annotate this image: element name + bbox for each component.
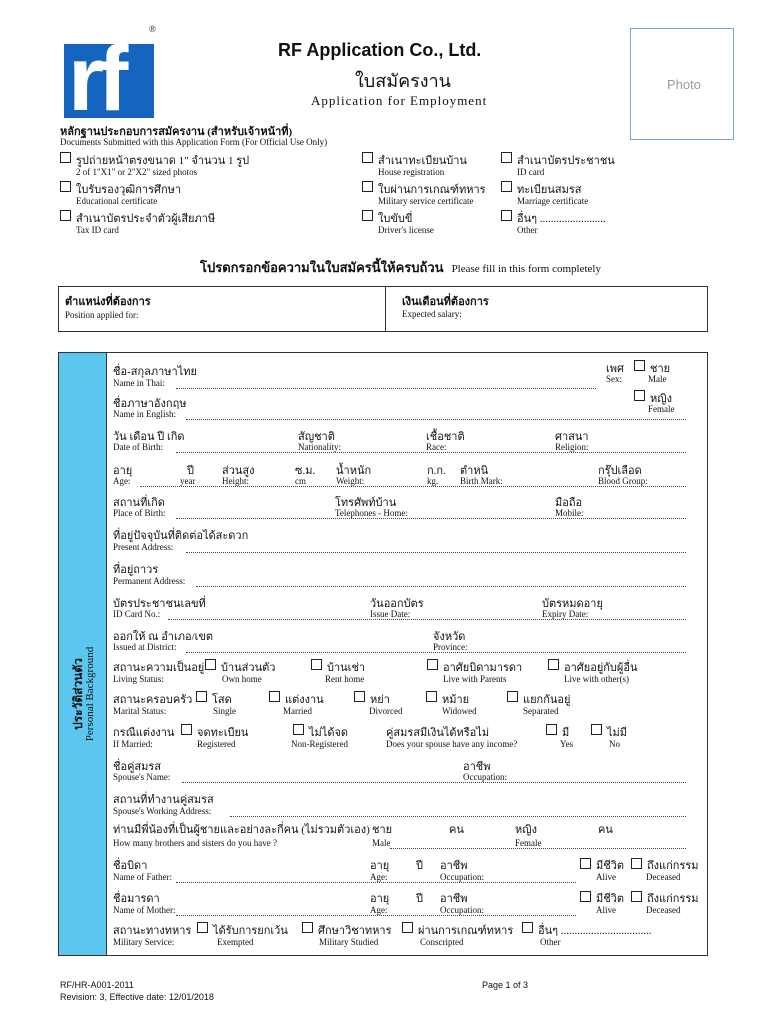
military-conscripted-label: ผ่านการเกณฑ์ทหาร — [418, 925, 514, 937]
married-registered-label-en: Registered — [197, 739, 236, 749]
name-english-input[interactable] — [186, 419, 686, 420]
marital-single-label: โสด — [212, 694, 232, 706]
marital-widowed-checkbox[interactable] — [426, 691, 437, 702]
mother-occupation-label-en: Occupation: — [440, 905, 484, 915]
siblings-female-label: หญิง — [515, 824, 537, 836]
name-thai-input[interactable] — [176, 388, 596, 389]
doc-edu-label: ใบรับรองวุฒิการศึกษา — [76, 184, 182, 196]
doc-marriage-sublabel: Marriage certificate — [517, 196, 589, 206]
doc-marriage-label: ทะเบียนสมรส — [517, 184, 582, 196]
age-unit: ปี — [187, 465, 194, 477]
logo-text: rf — [68, 28, 123, 120]
spouse-work-label-en: Spouse's Working Address: — [113, 806, 212, 816]
page-number: Page 1 of 3 — [482, 980, 529, 990]
mother-alive-label-en: Alive — [596, 905, 616, 915]
mother-name-label: ชื่อมารดา — [113, 893, 160, 905]
doc-tax-checkbox[interactable] — [60, 210, 71, 221]
father-alive-label: มีชีวิต — [596, 860, 625, 872]
province-label-en: Province: — [433, 642, 468, 652]
siblings-input[interactable] — [390, 848, 686, 849]
side-label-english: Personal Background — [84, 646, 96, 742]
mother-input[interactable] — [176, 915, 576, 916]
income-no-checkbox[interactable] — [591, 724, 602, 735]
height-label-en: Height: — [222, 476, 249, 486]
living-parents-label-en: Live with Parents — [443, 674, 507, 684]
if-married-label: กรณีแต่งงาน — [113, 727, 175, 739]
father-alive-checkbox[interactable] — [580, 858, 591, 869]
height-label: ส่วนสูง — [222, 465, 255, 477]
side-label — [59, 640, 106, 750]
married-nonreg-label: ไม่ได้จด — [309, 727, 349, 739]
father-deceased-label-en: Deceased — [646, 872, 681, 882]
military-other-checkbox[interactable] — [522, 922, 533, 933]
expiry-date-label-en: Expiry Date: — [542, 609, 589, 619]
married-nonreg-checkbox[interactable] — [293, 724, 304, 735]
weight-label: น้ำหนัก — [336, 465, 372, 477]
issued-district-label: ออกให้ ณ อำเภอ/เขต — [113, 631, 214, 643]
salary-label-english: Expected salary: — [402, 309, 462, 319]
military-conscripted-checkbox[interactable] — [402, 922, 413, 933]
income-yes-label: มี — [562, 727, 570, 739]
doc-license-sublabel: Driver's license — [378, 225, 434, 235]
birthplace-label: สถานที่เกิด — [113, 497, 165, 509]
marital-married-label: แต่งงาน — [285, 694, 324, 706]
official-title-thai: หลักฐานประกอบการสมัครงาน (สำหรับเจ้าหน้าที่) — [60, 126, 293, 138]
dob-label: วัน เดือน ปี เกิด — [113, 431, 185, 443]
doc-edu-checkbox[interactable] — [60, 181, 71, 192]
doc-other-sublabel: Other — [517, 225, 538, 235]
blood-label: กรุ๊ปเลือด — [598, 465, 642, 477]
doc-house-checkbox[interactable] — [362, 152, 373, 163]
issue-date-label: วันออกบัตร — [370, 598, 424, 610]
doc-idcard-sublabel: ID card — [517, 167, 545, 177]
instruction-english: Please fill in this form completely — [451, 263, 601, 275]
marital-separated-label: แยกกันอยู่ — [523, 694, 571, 706]
living-status-label-en: Living Status: — [113, 674, 164, 684]
religion-label-en: Religion: — [555, 442, 589, 452]
income-no-label: ไม่มี — [607, 727, 628, 739]
military-label-en: Military Service: — [113, 937, 175, 947]
living-rent-label: บ้านเช่า — [327, 662, 366, 674]
father-occupation-label-en: Occupation: — [440, 872, 484, 882]
spouse-occupation-label: อาชีพ — [463, 761, 491, 773]
father-deceased-checkbox[interactable] — [631, 858, 642, 869]
if-married-label-en: If Married: — [113, 739, 153, 749]
name-english-label-en: Name in English: — [113, 409, 176, 419]
sex-label: เพศ — [606, 363, 624, 375]
military-other-label-en: Other — [540, 937, 561, 947]
marital-divorced-checkbox[interactable] — [354, 691, 365, 702]
doc-military-sublabel: Military service certificate — [378, 196, 474, 206]
military-other-label: อื่นๆ ................................. — [538, 925, 652, 937]
military-exempted-checkbox[interactable] — [197, 922, 208, 933]
military-label: สถานะทางทหาร — [113, 925, 192, 937]
doc-photo-checkbox[interactable] — [60, 152, 71, 163]
photo-box[interactable] — [630, 28, 734, 140]
spouse-name-label: ชื่อคู่สมรส — [113, 761, 162, 773]
mother-age-label: อายุ — [370, 893, 390, 905]
name-english-label: ชื่อภาษาอังกฤษ — [113, 398, 187, 410]
weight-unit: ก.ก. — [427, 465, 446, 477]
mother-deceased-label-en: Deceased — [646, 905, 681, 915]
permanent-address-input[interactable] — [196, 586, 686, 587]
living-other-label-en: Live with other(s) — [564, 674, 629, 684]
marital-status-label-en: Marital Status: — [113, 706, 167, 716]
company-name: RF Application Co., Ltd. — [278, 40, 482, 60]
military-studied-label-en: Military Studied — [319, 937, 379, 947]
doc-photo-label: รูปถ่ายหน้าตรงขนาด 1" จำนวน 1 รูป — [76, 155, 250, 167]
nationality-label-en: Nationality: — [298, 442, 341, 452]
married-registered-label: จดทะเบียน — [197, 727, 249, 739]
weight-label-en: Weight: — [336, 476, 365, 486]
sex-male-checkbox[interactable] — [634, 360, 645, 371]
spouse-income-label: คู่สมรสมีเงินได้หรือไม่ — [386, 727, 490, 739]
position-label-english: Position applied for: — [65, 310, 139, 320]
spouse-occupation-label-en: Occupation: — [463, 772, 507, 782]
marital-married-checkbox[interactable] — [269, 691, 280, 702]
id-card-label: บัตรประชาชนเลขที่ — [113, 598, 206, 610]
name-thai-label-en: Name in Thai: — [113, 378, 165, 388]
expiry-date-label: บัตรหมดอายุ — [542, 598, 603, 610]
title-thai: ใบสมัครงาน — [355, 71, 451, 91]
present-address-input[interactable] — [186, 552, 686, 553]
dob-row-input[interactable] — [176, 452, 686, 453]
doc-photo-sublabel: 2 of 1"X1" or 2"X2" sized photos — [76, 167, 198, 177]
instruction — [200, 257, 601, 278]
spouse-name-input[interactable] — [182, 782, 686, 783]
present-address-label: ที่อยู่ปัจจุบันที่ติดต่อได้สะดวก — [113, 530, 249, 542]
id-card-label-en: ID Card No.: — [113, 609, 161, 619]
doc-idcard-checkbox[interactable] — [501, 152, 512, 163]
sex-female-label-en: Female — [648, 404, 675, 414]
living-other-label: อาศัยอยู่กับผู้อื่น — [564, 662, 638, 674]
doc-license-label: ใบขับขี่ — [378, 213, 413, 225]
doc-house-label: สำเนาทะเบียนบ้าน — [378, 155, 467, 167]
mother-alive-checkbox[interactable] — [580, 891, 591, 902]
father-age-label: อายุ — [370, 860, 390, 872]
issued-district-label-en: Issued at District: — [113, 642, 177, 652]
living-rent-checkbox[interactable] — [311, 659, 322, 670]
doc-tax-label: สำเนาบัตรประจำตัวผู้เสียภาษี — [76, 213, 216, 225]
doc-house-sublabel: House registration — [378, 167, 445, 177]
father-name-label-en: Name of Father: — [113, 872, 172, 882]
nationality-label: สัญชาติ — [298, 431, 335, 443]
race-label-en: Race: — [426, 442, 447, 452]
marital-single-checkbox[interactable] — [196, 691, 207, 702]
title-english: Application for Employment — [311, 93, 488, 108]
doc-other-label: อื่นๆ ........................ — [517, 213, 606, 225]
doc-license-checkbox[interactable] — [362, 210, 373, 221]
marital-married-label-en: Married — [283, 706, 312, 716]
name-thai-label: ชื่อ-สกุลภาษาไทย — [113, 366, 197, 378]
position-salary-box — [58, 286, 708, 332]
living-rent-label-en: Rent home — [325, 674, 365, 684]
spouse-work-input[interactable] — [230, 816, 686, 817]
photo-label: Photo — [667, 77, 701, 92]
siblings-female-label-en: Female — [515, 838, 542, 848]
marital-widowed-label-en: Widowed — [442, 706, 477, 716]
doc-military-label: ใบผ่านการเกณฑ์ทหาร — [378, 184, 486, 196]
doc-other-checkbox[interactable] — [501, 210, 512, 221]
age-label: อายุ — [113, 465, 133, 477]
permanent-address-label: ที่อยู่ถาวร — [113, 564, 159, 576]
birthplace-label-en: Place of Birth: — [113, 508, 166, 518]
siblings-label-en: How many brothers and sisters do you have ? — [113, 838, 277, 848]
marital-separated-label-en: Separated — [523, 706, 559, 716]
salary-label-thai: เงินเดือนที่ต้องการ — [402, 296, 489, 308]
father-deceased-label: ถึงแก่กรรม — [647, 860, 699, 872]
mother-deceased-checkbox[interactable] — [631, 891, 642, 902]
living-parents-label: อาศัยบิดามารดา — [443, 662, 523, 674]
race-label: เชื้อชาติ — [426, 431, 465, 443]
age-label-en: Age: — [113, 476, 131, 486]
side-label-thai: ประวัติส่วนตัว — [71, 658, 85, 730]
military-exempted-label-en: Exempted — [217, 937, 254, 947]
birthmark-label: ตำหนิ — [460, 465, 489, 477]
father-age-unit: ปี — [416, 860, 423, 872]
position-label-thai: ตำแหน่งที่ต้องการ — [65, 296, 151, 308]
sex-female-label: หญิง — [650, 393, 672, 405]
father-occupation-label: อาชีพ — [440, 860, 468, 872]
doc-idcard-label: สำเนาบัตรประชาชน — [517, 155, 615, 167]
living-status-label: สถานะความเป็นอยู่ — [113, 662, 205, 674]
married-registered-checkbox[interactable] — [181, 724, 192, 735]
form-code: RF/HR-A001-2011 — [60, 980, 134, 990]
mother-age-unit: ปี — [416, 893, 423, 905]
mother-deceased-label: ถึงแก่กรรม — [647, 893, 699, 905]
father-alive-label-en: Alive — [596, 872, 616, 882]
married-nonreg-label-en: Non-Registered — [291, 739, 348, 749]
doc-tax-sublabel: Tax ID card — [76, 225, 119, 235]
living-own-label: บ้านส่วนตัว — [221, 662, 276, 674]
marital-divorced-label-en: Divorced — [369, 706, 403, 716]
mobile-label: มือถือ — [555, 497, 583, 509]
marital-single-label-en: Single — [213, 706, 237, 716]
siblings-male-label-en: Male — [372, 838, 391, 848]
siblings-label: ท่านมีพี่น้องที่เป็นผู้ชายและอย่างละกี่คน (ไม่รวมตัวเอง) — [113, 824, 370, 836]
father-input[interactable] — [176, 882, 576, 883]
doc-marriage-checkbox[interactable] — [501, 181, 512, 192]
siblings-female-unit: คน — [598, 824, 613, 836]
marital-separated-checkbox[interactable] — [507, 691, 518, 702]
father-age-label-en: Age: — [370, 872, 388, 882]
height-unit: ซ.ม. — [295, 465, 316, 477]
birthplace-row-input[interactable] — [176, 518, 686, 519]
living-parents-checkbox[interactable] — [427, 659, 438, 670]
marital-status-label: สถานะครอบครัว — [113, 694, 193, 706]
military-studied-checkbox[interactable] — [302, 922, 313, 933]
mobile-label-en: Mobile: — [555, 508, 584, 518]
marital-divorced-label: หย่า — [370, 694, 390, 706]
province-label: จังหวัด — [433, 631, 466, 643]
mother-occupation-label: อาชีพ — [440, 893, 468, 905]
age-row-input[interactable] — [140, 486, 686, 487]
income-yes-checkbox[interactable] — [546, 724, 557, 735]
official-title-english: Documents Submitted with this Application Form (For Official Use Only) — [60, 137, 328, 147]
instruction-thai: โปรดกรอกข้อความในใบสมัครนี้ให้ครบถ้วน — [200, 260, 444, 275]
sex-male-label-en: Male — [648, 374, 667, 384]
military-exempted-label: ได้รับการยกเว้น — [213, 925, 288, 937]
birthmark-label-en: Birth Mark: — [460, 476, 503, 486]
father-name-label: ชื่อบิดา — [113, 860, 148, 872]
weight-unit-en: kg. — [427, 476, 439, 486]
sex-female-checkbox[interactable] — [634, 390, 645, 401]
rf-logo — [62, 22, 167, 120]
blood-label-en: Blood Group: — [598, 476, 648, 486]
age-unit-en: year — [180, 476, 196, 486]
military-studied-label: ศึกษาวิชาทหาร — [318, 925, 392, 937]
mother-age-label-en: Age: — [370, 905, 388, 915]
issue-date-label-en: Issue Date: — [370, 609, 411, 619]
religion-label: ศาสนา — [555, 431, 589, 443]
siblings-male-label: ชาย — [372, 824, 393, 836]
income-no-label-en: No — [609, 739, 620, 749]
mother-name-label-en: Name of Mother: — [113, 905, 176, 915]
spouse-name-label-en: Spouse's Name: — [113, 772, 171, 782]
id-card-input[interactable] — [168, 619, 686, 620]
permanent-address-label-en: Permanent Address: — [113, 576, 186, 586]
district-input[interactable] — [186, 652, 686, 653]
revision: Revision: 3, Effective date: 12/01/2018 — [60, 992, 214, 1002]
military-conscripted-label-en: Conscripted — [420, 937, 464, 947]
doc-military-checkbox[interactable] — [362, 181, 373, 192]
spouse-income-label-en: Does your spouse have any income? — [386, 739, 518, 749]
doc-edu-sublabel: Educational certificate — [76, 196, 158, 206]
divider — [385, 287, 386, 331]
living-own-checkbox[interactable] — [205, 659, 216, 670]
living-other-checkbox[interactable] — [548, 659, 559, 670]
sex-label-en: Sex: — [606, 374, 623, 384]
sex-male-label: ชาย — [650, 363, 671, 375]
marital-widowed-label: หม้าย — [442, 694, 470, 706]
height-unit-en: cm — [295, 476, 306, 486]
living-own-label-en: Own home — [222, 674, 262, 684]
spouse-work-label: สถานที่ทำงานคู่สมรส — [113, 794, 214, 806]
mother-alive-label: มีชีวิต — [596, 893, 625, 905]
dob-label-en: Date of Birth: — [113, 442, 163, 452]
present-address-label-en: Present Address: — [113, 542, 174, 552]
siblings-male-unit: คน — [449, 824, 464, 836]
home-phone-label-en: Telephones - Home: — [335, 508, 408, 518]
home-phone-label: โทรศัพท์บ้าน — [335, 497, 397, 509]
registered-mark: ® — [149, 24, 156, 34]
income-yes-label-en: Yes — [560, 739, 574, 749]
